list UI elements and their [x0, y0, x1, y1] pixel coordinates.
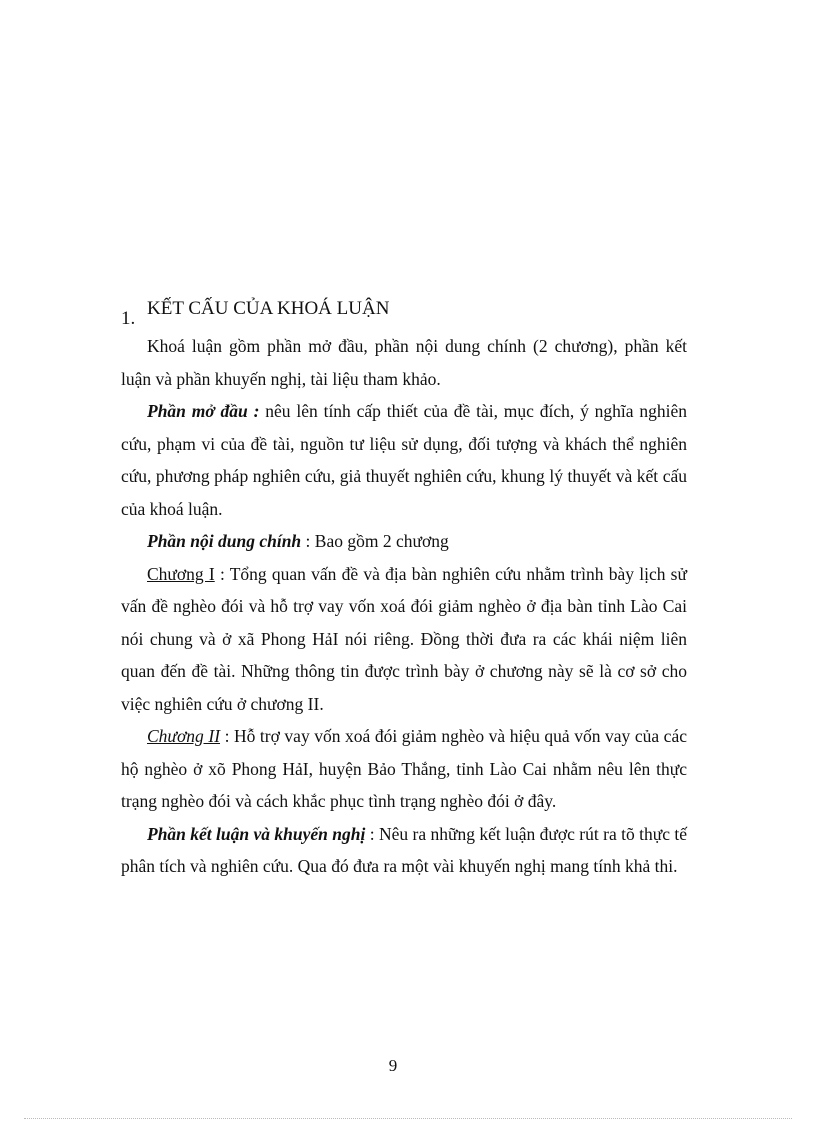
chuong2-paragraph	[121, 720, 687, 818]
mo-dau-paragraph	[121, 395, 687, 525]
section-body	[121, 330, 687, 883]
chuong2-label: Chương II	[147, 726, 221, 746]
chuong1-paragraph	[121, 558, 687, 721]
noi-dung-paragraph	[121, 525, 687, 558]
chuong2-text: : Hỗ trợ vay vốn xoá đói giảm nghèo và hiệu quả vốn vay của các hộ nghèo ở xõ Phong HảI, huyện Bảo Thắng, tỉnh Lào Cai nhằm nêu lên thực trạng nghèo đói và cách khắc phục tình trạng nghèo đói ở đây.	[121, 726, 687, 811]
ket-luan-label: Phần kết luận và khuyến nghị	[147, 823, 366, 844]
page-bottom-divider	[24, 1118, 792, 1119]
mo-dau-text: nêu lên tính cấp thiết của đề tài, mục đích, ý nghĩa nghiên cứu, phạm vi của đề tài, nguồn tư liệu sử dụng, đối tượng và khách thể nghiên cứu, phương pháp nghiên cứu, giả thuyết nghiên cứu, khung lý thuyết và kết cấu của khoá luận.	[121, 401, 688, 519]
mo-dau-label: Phần mở đầu :	[147, 401, 260, 421]
ket-luan-text: : Nêu ra những kết luận được rút ra tõ thực tế phân tích và nghiên cứu. Qua đó đưa ra một vài khuyến nghị mang tính khả thi.	[121, 823, 687, 876]
intro-paragraph: Khoá luận gồm phần mở đầu, phần nội dung chính (2 chương), phần kết luận và phần khuyến nghị, tài liệu tham khảo.	[121, 336, 687, 389]
section-heading	[121, 298, 390, 329]
noi-dung-label: Phần nội dung chính	[147, 531, 302, 551]
section-title: KẾT CẤU CỦA KHOÁ LUẬN	[147, 298, 390, 319]
ket-luan-paragraph	[121, 818, 687, 883]
noi-dung-text: : Bao gồm 2 chương	[301, 531, 449, 551]
page-number: 9	[388, 1056, 398, 1075]
chuong1-text: : Tổng quan vấn đề và địa bàn nghiên cứu nhằm trình bày lịch sử vấn đề nghèo đói và hỗ trợ vay vốn xoá đói giảm nghèo ở địa bàn tỉnh Lào Cai nói chung và ở xã Phong HảI nói riêng. Đồng thời đưa ra các khái niệm liên quan đến đề tài. Những thông tin được trình bày ở chương này sẽ là cơ sở cho việc nghiên cứu ở chương II.	[121, 563, 687, 714]
section-number: 1.	[121, 308, 136, 329]
chuong1-label: Chương I	[147, 563, 215, 584]
